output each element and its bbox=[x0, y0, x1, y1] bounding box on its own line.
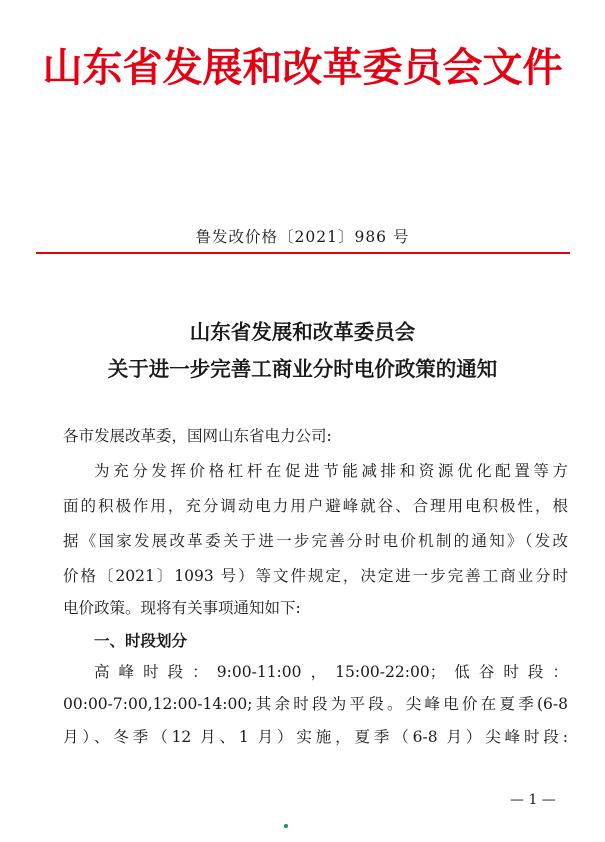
salutation: 各市发展改革委，国网山东省电力公司: bbox=[63, 427, 332, 445]
section-heading: 一、时段划分 bbox=[94, 632, 188, 650]
red-divider-line bbox=[36, 252, 570, 254]
document-number: 鲁发改价格〔2021〕986 号 bbox=[195, 228, 410, 246]
page-number: — 1 — bbox=[510, 792, 556, 808]
paragraph-line: 据《国家发展改革委关于进一步完善分时电价机制的通知》（发改 bbox=[63, 532, 568, 550]
notice-title-line2: 关于进一步完善工商业分时电价政策的通知 bbox=[107, 357, 498, 381]
notice-title-line1: 山东省发展和改革委员会 bbox=[189, 320, 416, 344]
paragraph-line: 00:00-7:00,12:00-14:00;其余时段为平段。尖峰电价在夏季(6-8 bbox=[63, 695, 568, 713]
scan-speck bbox=[284, 824, 288, 828]
issuer-title: 山东省发展和改革委员会文件 bbox=[42, 44, 563, 91]
paragraph-line: 为充分发挥价格杠杆在促进节能减排和资源优化配置等方 bbox=[94, 462, 568, 480]
paragraph-line: 价格〔2021〕1093 号）等文件规定，决定进一步完善工商业分时 bbox=[63, 567, 568, 585]
paragraph-line: 面的积极作用，充分调动电力用户避峰就谷、合理用电积极性，根 bbox=[63, 497, 568, 515]
paragraph-line: 月）、冬季（12 月、1 月）实施，夏季（6-8 月）尖峰时段: bbox=[63, 728, 568, 746]
paragraph-line: 高峰时段：9:00-11:00，15:00-22:00；低谷时段： bbox=[94, 663, 568, 681]
paragraph-line: 电价政策。现将有关事项通知如下: bbox=[63, 599, 301, 617]
